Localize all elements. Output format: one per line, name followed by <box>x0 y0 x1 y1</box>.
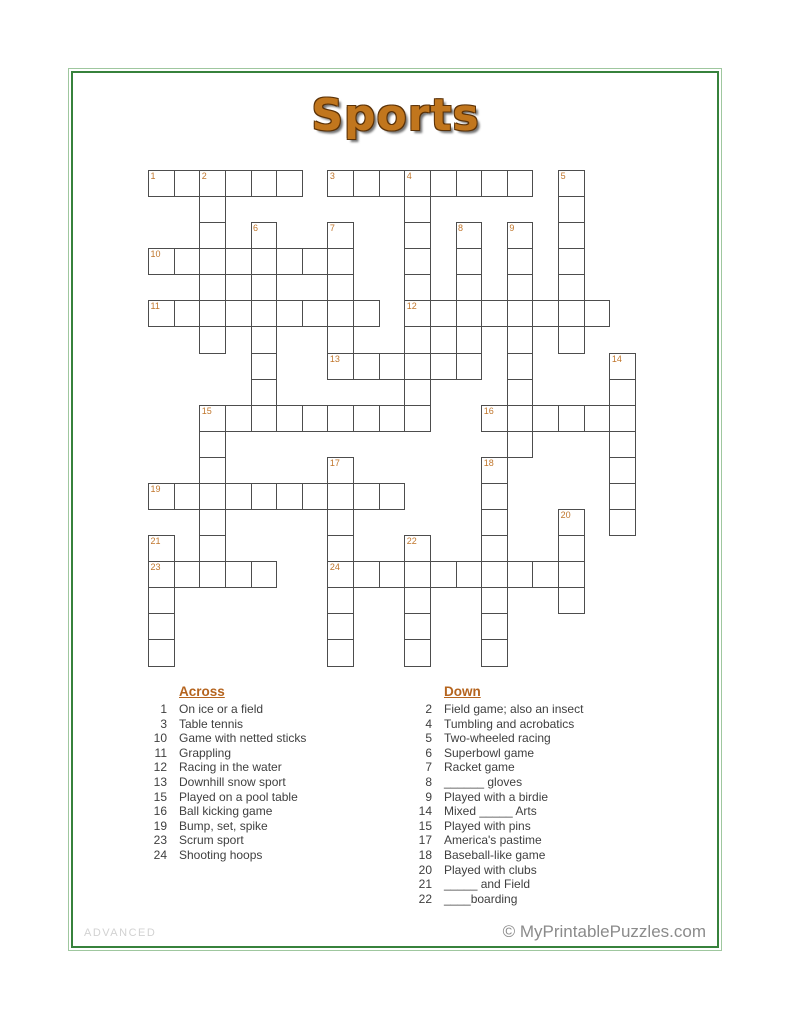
grid-cell <box>404 535 431 562</box>
grid-cell <box>148 170 175 197</box>
grid-cell <box>507 405 534 432</box>
clue-item-number: 6 <box>425 745 432 760</box>
grid-cell <box>404 170 431 197</box>
grid-cell <box>609 353 636 380</box>
grid-cell <box>251 379 278 406</box>
clue-item <box>410 863 660 878</box>
clue-item <box>145 775 395 790</box>
grid-cell <box>225 561 252 588</box>
grid-cell <box>174 483 201 510</box>
cell-clue-number: 18 <box>483 457 494 468</box>
grid-cell <box>148 613 175 640</box>
grid-cell <box>609 457 636 484</box>
grid-cell <box>327 274 354 301</box>
grid-cell <box>404 639 431 666</box>
grid-cell <box>199 509 226 536</box>
cell-clue-number: 15 <box>201 405 212 416</box>
grid-cell <box>276 248 303 275</box>
grid-cell <box>507 353 534 380</box>
clue-item-number: 3 <box>160 716 167 731</box>
clue-item <box>410 702 660 717</box>
grid-cell <box>353 300 380 327</box>
clue-item-number: 23 <box>153 833 167 848</box>
grid-cell <box>404 222 431 249</box>
grid-cell <box>532 405 559 432</box>
clue-item-text: Two-wheeled racing <box>444 731 551 746</box>
clue-item-number: 14 <box>418 804 432 819</box>
grid-cell <box>558 587 585 614</box>
grid-cell <box>430 300 457 327</box>
grid-cell <box>609 379 636 406</box>
grid-cell <box>456 222 483 249</box>
grid-cell <box>225 483 252 510</box>
grid-cell <box>199 196 226 223</box>
clue-item-text: Superbowl game <box>444 745 535 760</box>
grid-cell <box>327 587 354 614</box>
grid-cell <box>481 587 508 614</box>
clue-item-number: 22 <box>418 891 432 906</box>
grid-cell <box>379 353 406 380</box>
grid-cell <box>327 639 354 666</box>
clue-item-number: 16 <box>153 804 167 819</box>
grid-cell <box>148 587 175 614</box>
clue-item <box>145 804 395 819</box>
grid-cell <box>584 405 611 432</box>
cell-clue-number: 20 <box>560 510 571 521</box>
grid-cell <box>558 222 585 249</box>
clue-item <box>410 760 660 775</box>
cell-clue-number: 22 <box>406 536 417 547</box>
grid-cell <box>276 405 303 432</box>
grid-cell <box>225 300 252 327</box>
clue-item-number: 10 <box>153 731 167 746</box>
grid-cell <box>481 639 508 666</box>
clue-item-number: 21 <box>418 877 432 892</box>
grid-cell <box>507 326 534 353</box>
grid-cell <box>174 300 201 327</box>
grid-cell <box>558 170 585 197</box>
grid-cell <box>379 405 406 432</box>
clue-item-text: Played with clubs <box>444 862 537 877</box>
clue-item-number: 2 <box>425 702 432 716</box>
cell-clue-number: 11 <box>150 301 160 312</box>
cell-clue-number: 1 <box>150 171 156 181</box>
clue-item-text: Ball kicking game <box>179 804 273 819</box>
grid-cell <box>558 405 585 432</box>
grid-cell <box>174 170 201 197</box>
clue-item-number: 19 <box>153 818 167 833</box>
clue-item-text: Downhill snow sport <box>179 774 286 789</box>
cell-clue-number: 2 <box>201 171 207 181</box>
clue-item-number: 1 <box>160 702 167 716</box>
grid-cell <box>404 613 431 640</box>
clue-item <box>145 702 395 717</box>
grid-cell <box>456 248 483 275</box>
clue-item <box>410 717 660 732</box>
grid-cell <box>507 222 534 249</box>
grid-cell <box>251 170 278 197</box>
clue-item <box>410 775 660 790</box>
grid-cell <box>558 326 585 353</box>
clue-item <box>145 848 395 863</box>
grid-cell <box>199 326 226 353</box>
clue-item-text: Mixed _____ Arts <box>444 804 537 819</box>
grid-cell <box>199 170 226 197</box>
grid-cell <box>148 639 175 666</box>
clue-item <box>410 877 660 892</box>
grid-cell <box>456 170 483 197</box>
grid-cell <box>276 300 303 327</box>
clue-item-text: ______ gloves <box>444 774 523 789</box>
grid-cell <box>148 535 175 562</box>
clue-item-number: 20 <box>418 862 432 877</box>
grid-cell <box>404 326 431 353</box>
grid-cell <box>558 561 585 588</box>
clue-item-number: 18 <box>418 847 432 862</box>
down-clues-section <box>410 684 660 906</box>
cell-clue-number: 24 <box>329 562 340 573</box>
grid-cell <box>404 196 431 223</box>
grid-cell <box>404 248 431 275</box>
grid-cell <box>327 483 354 510</box>
grid-cell <box>507 300 534 327</box>
cell-clue-number: 21 <box>150 536 161 547</box>
grid-cell <box>456 561 483 588</box>
grid-cell <box>609 483 636 510</box>
grid-cell <box>199 248 226 275</box>
cell-clue-number: 8 <box>458 223 464 234</box>
grid-cell <box>327 248 354 275</box>
grid-cell <box>481 300 508 327</box>
clue-item-text: Shooting hoops <box>179 847 263 862</box>
clue-item-text: Grappling <box>179 745 232 760</box>
clue-item-text: Played with pins <box>444 818 531 833</box>
clue-item <box>410 790 660 805</box>
grid-cell <box>481 509 508 536</box>
clue-item-number: 11 <box>154 745 167 760</box>
grid-cell <box>148 483 175 510</box>
grid-cell <box>507 274 534 301</box>
grid-cell <box>199 431 226 458</box>
clue-item <box>410 892 660 907</box>
grid-cell <box>481 457 508 484</box>
clue-item-text: Racing in the water <box>179 760 282 775</box>
clue-item-text: Field game; also an insect <box>444 702 584 716</box>
grid-cell <box>430 561 457 588</box>
clue-item-number: 24 <box>153 847 167 862</box>
grid-cell <box>353 561 380 588</box>
clue-item <box>410 833 660 848</box>
grid-cell <box>327 405 354 432</box>
grid-cell <box>481 170 508 197</box>
clue-item <box>410 746 660 761</box>
clue-item <box>145 819 395 834</box>
clue-item-text: Game with netted sticks <box>179 731 307 746</box>
cell-clue-number: 7 <box>329 223 335 234</box>
grid-cell <box>507 561 534 588</box>
grid-cell <box>558 274 585 301</box>
cell-clue-number: 23 <box>150 562 161 573</box>
grid-cell <box>481 483 508 510</box>
clue-item <box>145 760 395 775</box>
grid-cell <box>199 457 226 484</box>
cell-clue-number: 13 <box>329 353 340 364</box>
grid-cell <box>251 274 278 301</box>
cell-clue-number: 12 <box>406 301 417 312</box>
clue-item-text: Baseball-like game <box>444 847 546 862</box>
clue-item-number: 15 <box>153 789 167 804</box>
grid-cell <box>251 300 278 327</box>
grid-cell <box>302 300 329 327</box>
clue-item-number: 17 <box>418 833 432 848</box>
grid-cell <box>379 483 406 510</box>
clue-item <box>145 746 395 761</box>
cell-clue-number: 19 <box>150 483 161 494</box>
cell-clue-number: 16 <box>483 405 494 416</box>
grid-cell <box>251 405 278 432</box>
grid-cell <box>404 561 431 588</box>
crossword-grid <box>148 170 637 667</box>
grid-cell <box>507 379 534 406</box>
grid-cell <box>199 222 226 249</box>
grid-cell <box>456 300 483 327</box>
down-clue-list <box>410 702 660 906</box>
grid-cell <box>353 483 380 510</box>
grid-cell <box>327 509 354 536</box>
cell-clue-number: 4 <box>406 171 412 181</box>
grid-cell <box>327 326 354 353</box>
grid-cell <box>327 353 354 380</box>
grid-cell <box>327 222 354 249</box>
clue-item-text: Played with a birdie <box>444 789 549 804</box>
grid-cell <box>353 353 380 380</box>
grid-cell <box>148 300 175 327</box>
clue-item-number: 8 <box>425 774 432 789</box>
grid-cell <box>302 483 329 510</box>
grid-cell <box>327 170 354 197</box>
clue-item <box>410 848 660 863</box>
across-clue-list <box>145 702 395 863</box>
grid-cell <box>251 483 278 510</box>
copyright-text: © MyPrintablePuzzles.com <box>502 922 706 941</box>
clue-item-number: 12 <box>153 760 167 775</box>
grid-cell <box>199 535 226 562</box>
clue-item-text: Bump, set, spike <box>179 818 268 833</box>
grid-cell <box>456 326 483 353</box>
grid-cell <box>327 457 354 484</box>
grid-cell <box>379 561 406 588</box>
grid-cell <box>225 405 252 432</box>
grid-cell <box>199 561 226 588</box>
cell-clue-number: 5 <box>560 171 566 181</box>
grid-cell <box>174 561 201 588</box>
clue-item-text: Scrum sport <box>179 833 244 848</box>
grid-cell <box>251 353 278 380</box>
clue-item <box>145 833 395 848</box>
grid-cell <box>532 300 559 327</box>
grid-cell <box>353 405 380 432</box>
grid-cell <box>302 248 329 275</box>
difficulty-label: ADVANCED <box>84 927 157 939</box>
clue-item-text: Played on a pool table <box>179 789 298 804</box>
grid-cell <box>148 248 175 275</box>
grid-cell <box>430 170 457 197</box>
grid-cell <box>481 613 508 640</box>
clue-item-text: Tumbling and acrobatics <box>444 716 575 731</box>
grid-cell <box>481 561 508 588</box>
grid-cell <box>327 535 354 562</box>
grid-cell <box>327 561 354 588</box>
cell-clue-number: 3 <box>329 171 335 181</box>
clue-item <box>145 790 395 805</box>
grid-cell <box>558 535 585 562</box>
grid-cell <box>404 587 431 614</box>
cell-clue-number: 17 <box>329 457 340 468</box>
grid-cell <box>558 248 585 275</box>
grid-cell <box>609 509 636 536</box>
grid-cell <box>404 379 431 406</box>
grid-cell <box>430 353 457 380</box>
clue-item-text: America's pastime <box>444 833 542 848</box>
grid-cell <box>456 353 483 380</box>
down-header: Down <box>444 684 481 699</box>
cell-clue-number: 10 <box>150 249 161 260</box>
clue-item-number: 7 <box>425 760 432 775</box>
cell-clue-number: 14 <box>611 353 622 364</box>
grid-cell <box>532 561 559 588</box>
clue-item-number: 9 <box>425 789 432 804</box>
grid-cell <box>609 405 636 432</box>
grid-cell <box>558 196 585 223</box>
grid-cell <box>276 170 303 197</box>
cell-clue-number: 6 <box>253 223 259 234</box>
clue-item <box>410 819 660 834</box>
clue-item-text: ____boarding <box>444 891 518 906</box>
across-clues-section <box>145 684 395 863</box>
grid-cell <box>327 613 354 640</box>
clue-item-number: 5 <box>425 731 432 746</box>
grid-cell <box>225 248 252 275</box>
clue-item-text: On ice or a field <box>179 702 264 716</box>
grid-cell <box>456 274 483 301</box>
grid-cell <box>507 248 534 275</box>
grid-cell <box>404 300 431 327</box>
clue-item-number: 15 <box>418 818 432 833</box>
grid-cell <box>148 561 175 588</box>
grid-cell <box>199 274 226 301</box>
grid-cell <box>353 170 380 197</box>
grid-cell <box>174 248 201 275</box>
grid-cell <box>199 405 226 432</box>
grid-cell <box>558 300 585 327</box>
clue-item-text: Racket game <box>444 760 515 775</box>
grid-cell <box>302 405 329 432</box>
grid-cell <box>251 326 278 353</box>
clue-item <box>410 804 660 819</box>
grid-cell <box>251 248 278 275</box>
grid-cell <box>404 405 431 432</box>
across-header: Across <box>179 684 225 699</box>
grid-cell <box>507 431 534 458</box>
clue-item <box>145 731 395 746</box>
grid-cell <box>225 170 252 197</box>
clue-item-number: 4 <box>425 716 432 731</box>
grid-cell <box>481 405 508 432</box>
clue-item <box>410 731 660 746</box>
grid-cell <box>481 535 508 562</box>
grid-cell <box>327 300 354 327</box>
grid-cell <box>584 300 611 327</box>
puzzle-title: Sports <box>311 90 480 141</box>
grid-cell <box>558 509 585 536</box>
grid-cell <box>199 483 226 510</box>
grid-cell <box>251 222 278 249</box>
cell-clue-number: 9 <box>509 223 515 234</box>
clue-item-number: 13 <box>153 774 167 789</box>
clue-item-text: Table tennis <box>179 716 244 731</box>
grid-cell <box>404 353 431 380</box>
grid-cell <box>251 561 278 588</box>
clue-item <box>145 717 395 732</box>
grid-cell <box>199 300 226 327</box>
clue-item-text: _____ and Field <box>444 877 531 892</box>
grid-cell <box>609 431 636 458</box>
grid-cell <box>507 170 534 197</box>
grid-cell <box>404 274 431 301</box>
grid-cell <box>379 170 406 197</box>
grid-cell <box>276 483 303 510</box>
